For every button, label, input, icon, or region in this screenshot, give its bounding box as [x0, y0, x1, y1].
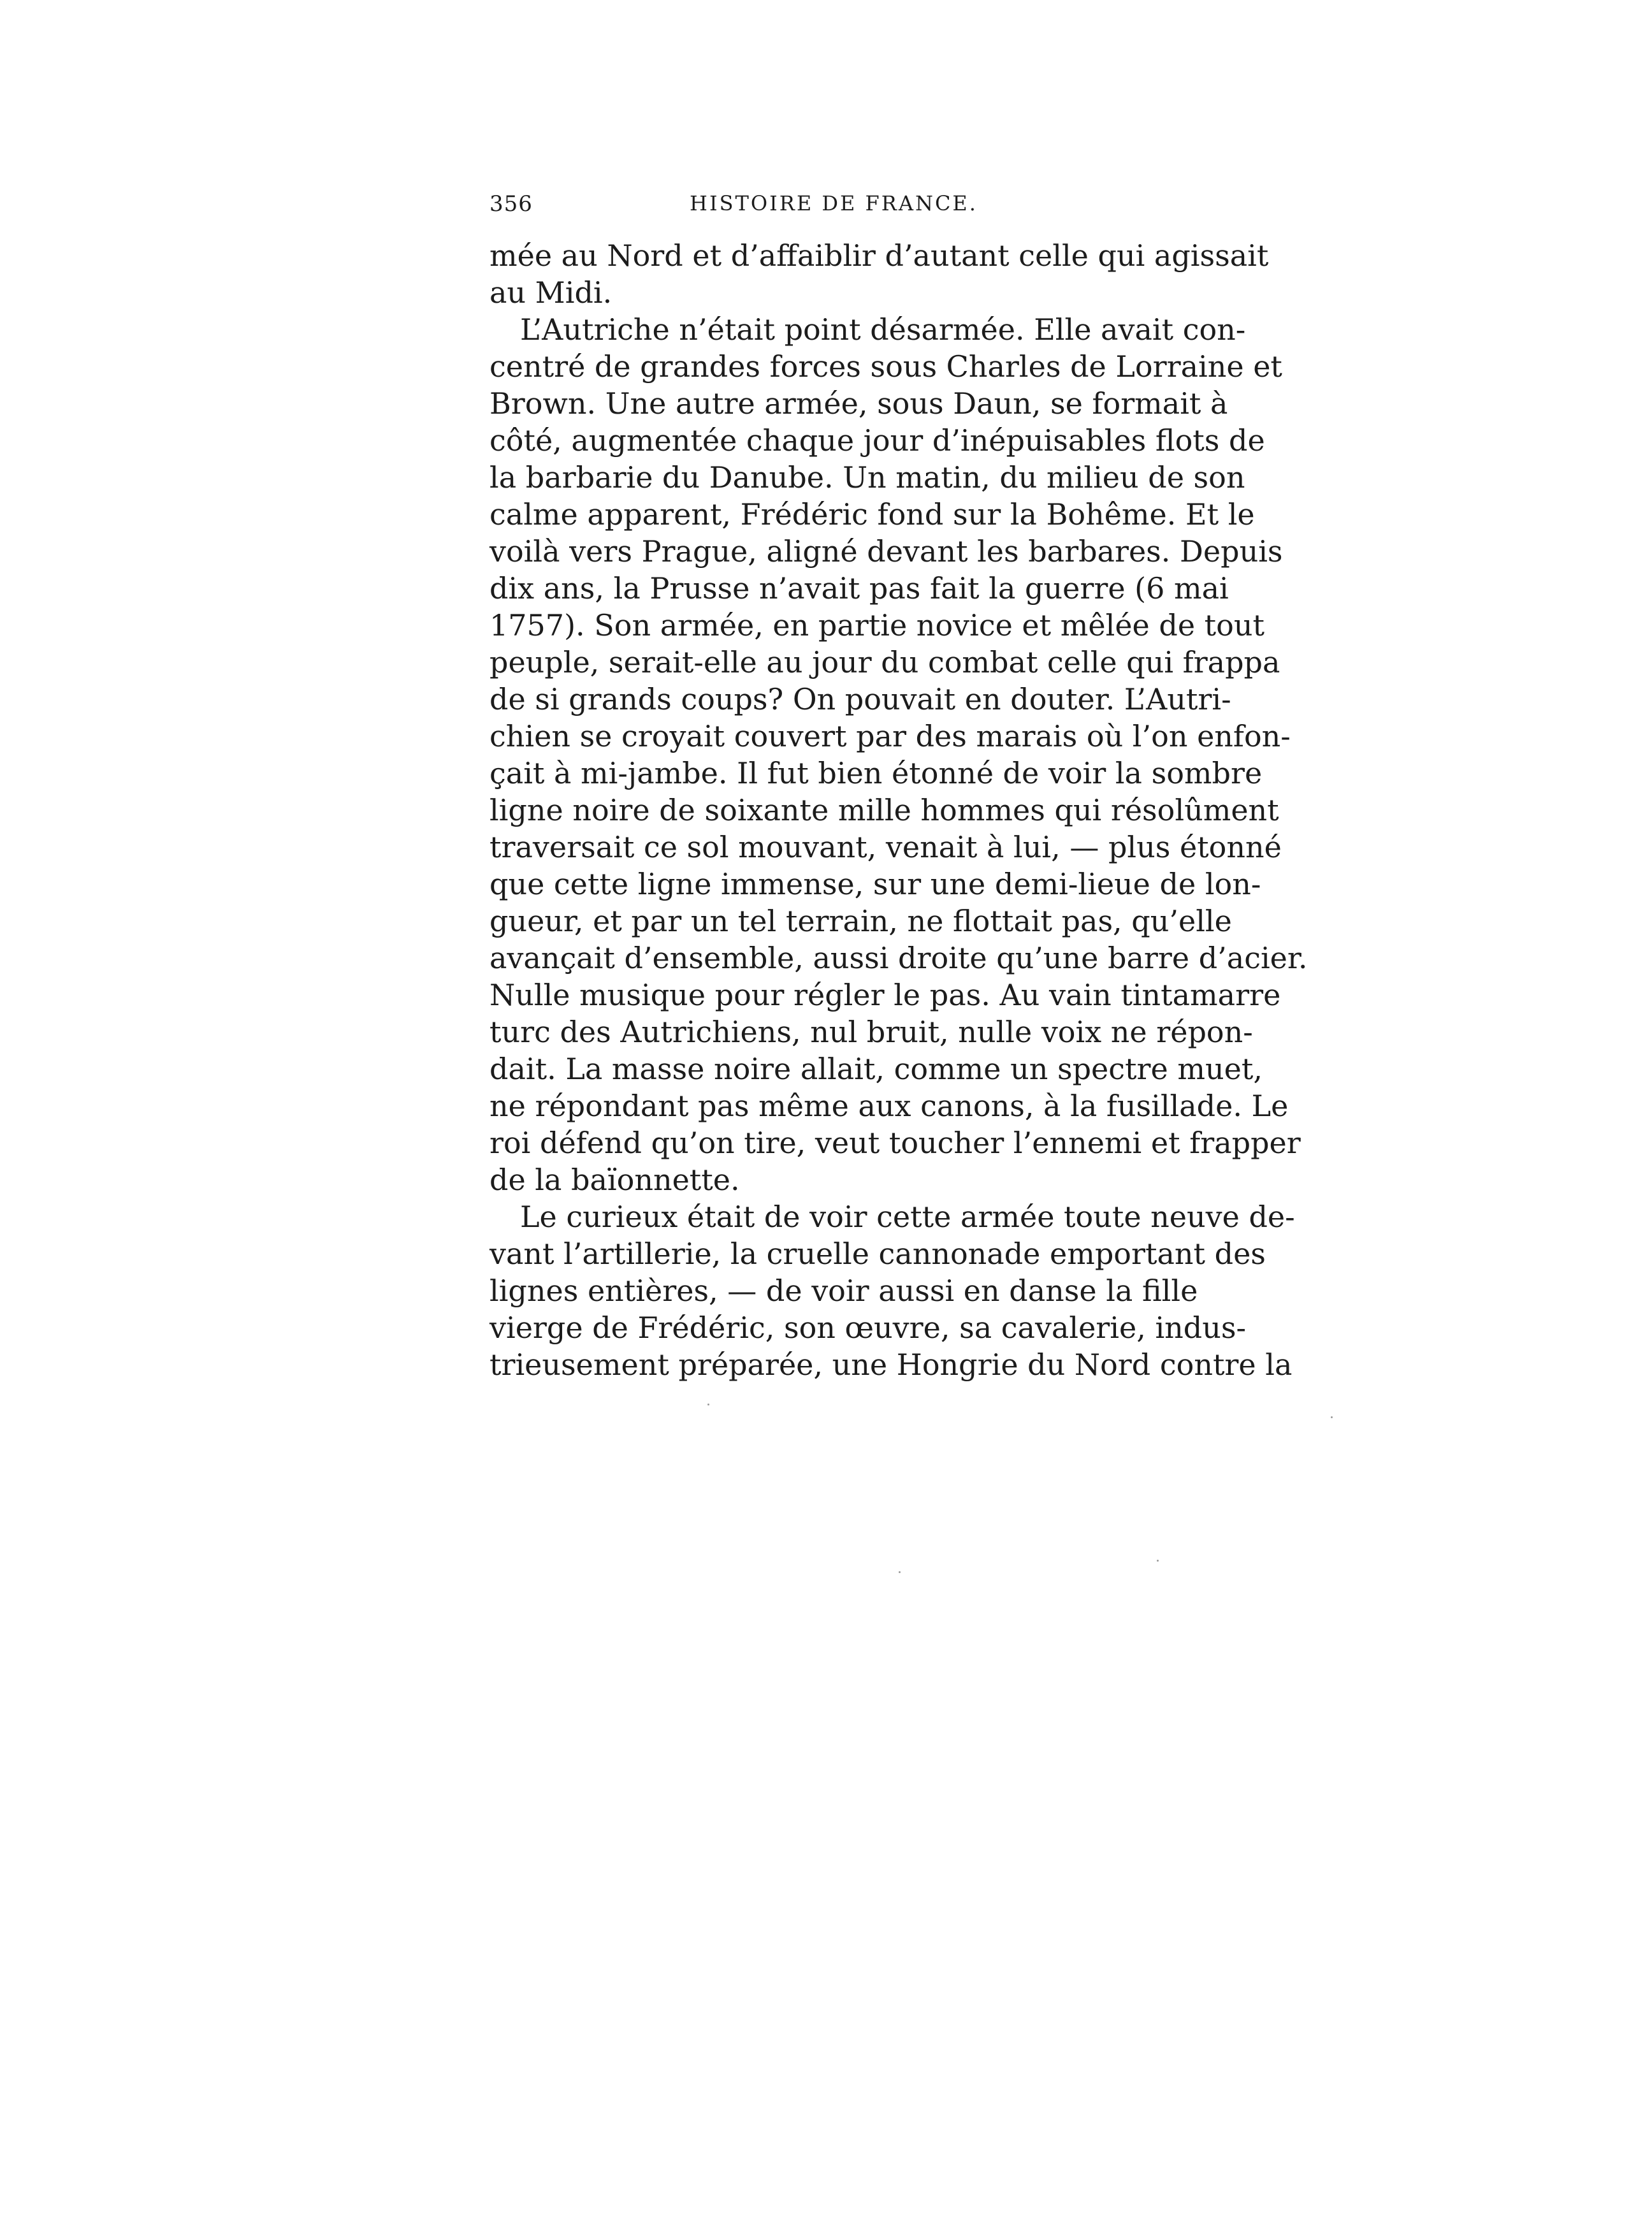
text-line: de si grands coups? On pouvait en douter. L’Autri-	[489, 682, 1231, 716]
text-line: avançait d’ensemble, aussi droite qu’une barre d’acier.	[489, 941, 1308, 975]
text-line: dix ans, la Prusse n’avait pas fait la guerre (6 mai	[489, 571, 1229, 606]
text-line: vierge de Frédéric, son œuvre, sa cavalerie, indus-	[489, 1310, 1247, 1345]
text-line: çait à mi-jambe. Il fut bien étonné de voir la sombre	[489, 756, 1263, 790]
text-line: lignes entières, — de voir aussi en danse la fille	[489, 1274, 1198, 1308]
text-line: traversait ce sol mouvant, venait à lui, — plus étonné	[489, 830, 1282, 864]
text-line: la barbarie du Danube. Un matin, du milieu de son	[489, 460, 1245, 495]
paragraph-continuation	[489, 237, 1269, 311]
text-line: calme apparent, Frédéric fond sur la Bohême. Et le	[489, 497, 1255, 532]
paper-speck	[899, 1571, 901, 1573]
text-line: chien se croyait couvert par des marais où l’on enfon-	[489, 719, 1291, 753]
paper-speck	[1157, 1560, 1159, 1562]
paper-speck	[1331, 1416, 1333, 1418]
text-line: Le curieux était de voir cette armée toute neuve de-	[520, 1200, 1295, 1234]
text-line: Brown. Une autre armée, sous Daun, se formait à	[489, 386, 1228, 421]
text-line: ligne noire de soixante mille hommes qui résolûment	[489, 793, 1279, 827]
text-line: L’Autriche n’était point désarmée. Elle avait con-	[520, 312, 1246, 347]
running-title: HISTOIRE DE FRANCE.	[690, 191, 978, 215]
text-line: centré de grandes forces sous Charles de Lorraine et	[489, 349, 1282, 384]
paragraph-autriche	[489, 311, 1308, 1198]
text-line: Nulle musique pour régler le pas. Au vain tintamarre	[489, 978, 1281, 1012]
text-line: côté, augmentée chaque jour d’inépuisables flots de	[489, 423, 1265, 458]
text-line: voilà vers Prague, aligné devant les barbares. Depuis	[489, 534, 1283, 569]
text-line: ne répondant pas même aux canons, à la fusillade. Le	[489, 1089, 1289, 1123]
text-line: de la baïonnette.	[489, 1163, 740, 1197]
text-line: vant l’artillerie, la cruelle cannonade emportant des	[489, 1237, 1266, 1271]
page-number: 356	[489, 191, 533, 217]
text-line: mée au Nord et d’affaiblir d’autant celle qui agissait	[489, 238, 1269, 273]
text-line: au Midi.	[489, 275, 612, 310]
text-line: trieusement préparée, une Hongrie du Nord contre la	[489, 1347, 1293, 1382]
text-line: gueur, et par un tel terrain, ne flottait pas, qu’elle	[489, 904, 1232, 938]
text-line: turc des Autrichiens, nul bruit, nulle voix ne répon-	[489, 1015, 1253, 1049]
text-line: que cette ligne immense, sur une demi-lieue de lon-	[489, 867, 1261, 901]
paper-speck	[707, 1404, 709, 1405]
page-header	[489, 191, 1178, 229]
paragraph-curieux	[489, 1198, 1295, 1383]
text-line: 1757). Son armée, en partie novice et mêlée de tout	[489, 608, 1264, 642]
body-text	[489, 237, 1308, 1383]
text-line: dait. La masse noire allait, comme un spectre muet,	[489, 1052, 1263, 1086]
text-line: roi défend qu’on tire, veut toucher l’ennemi et frapper	[489, 1126, 1301, 1160]
text-line: peuple, serait-elle au jour du combat celle qui frappa	[489, 645, 1280, 679]
